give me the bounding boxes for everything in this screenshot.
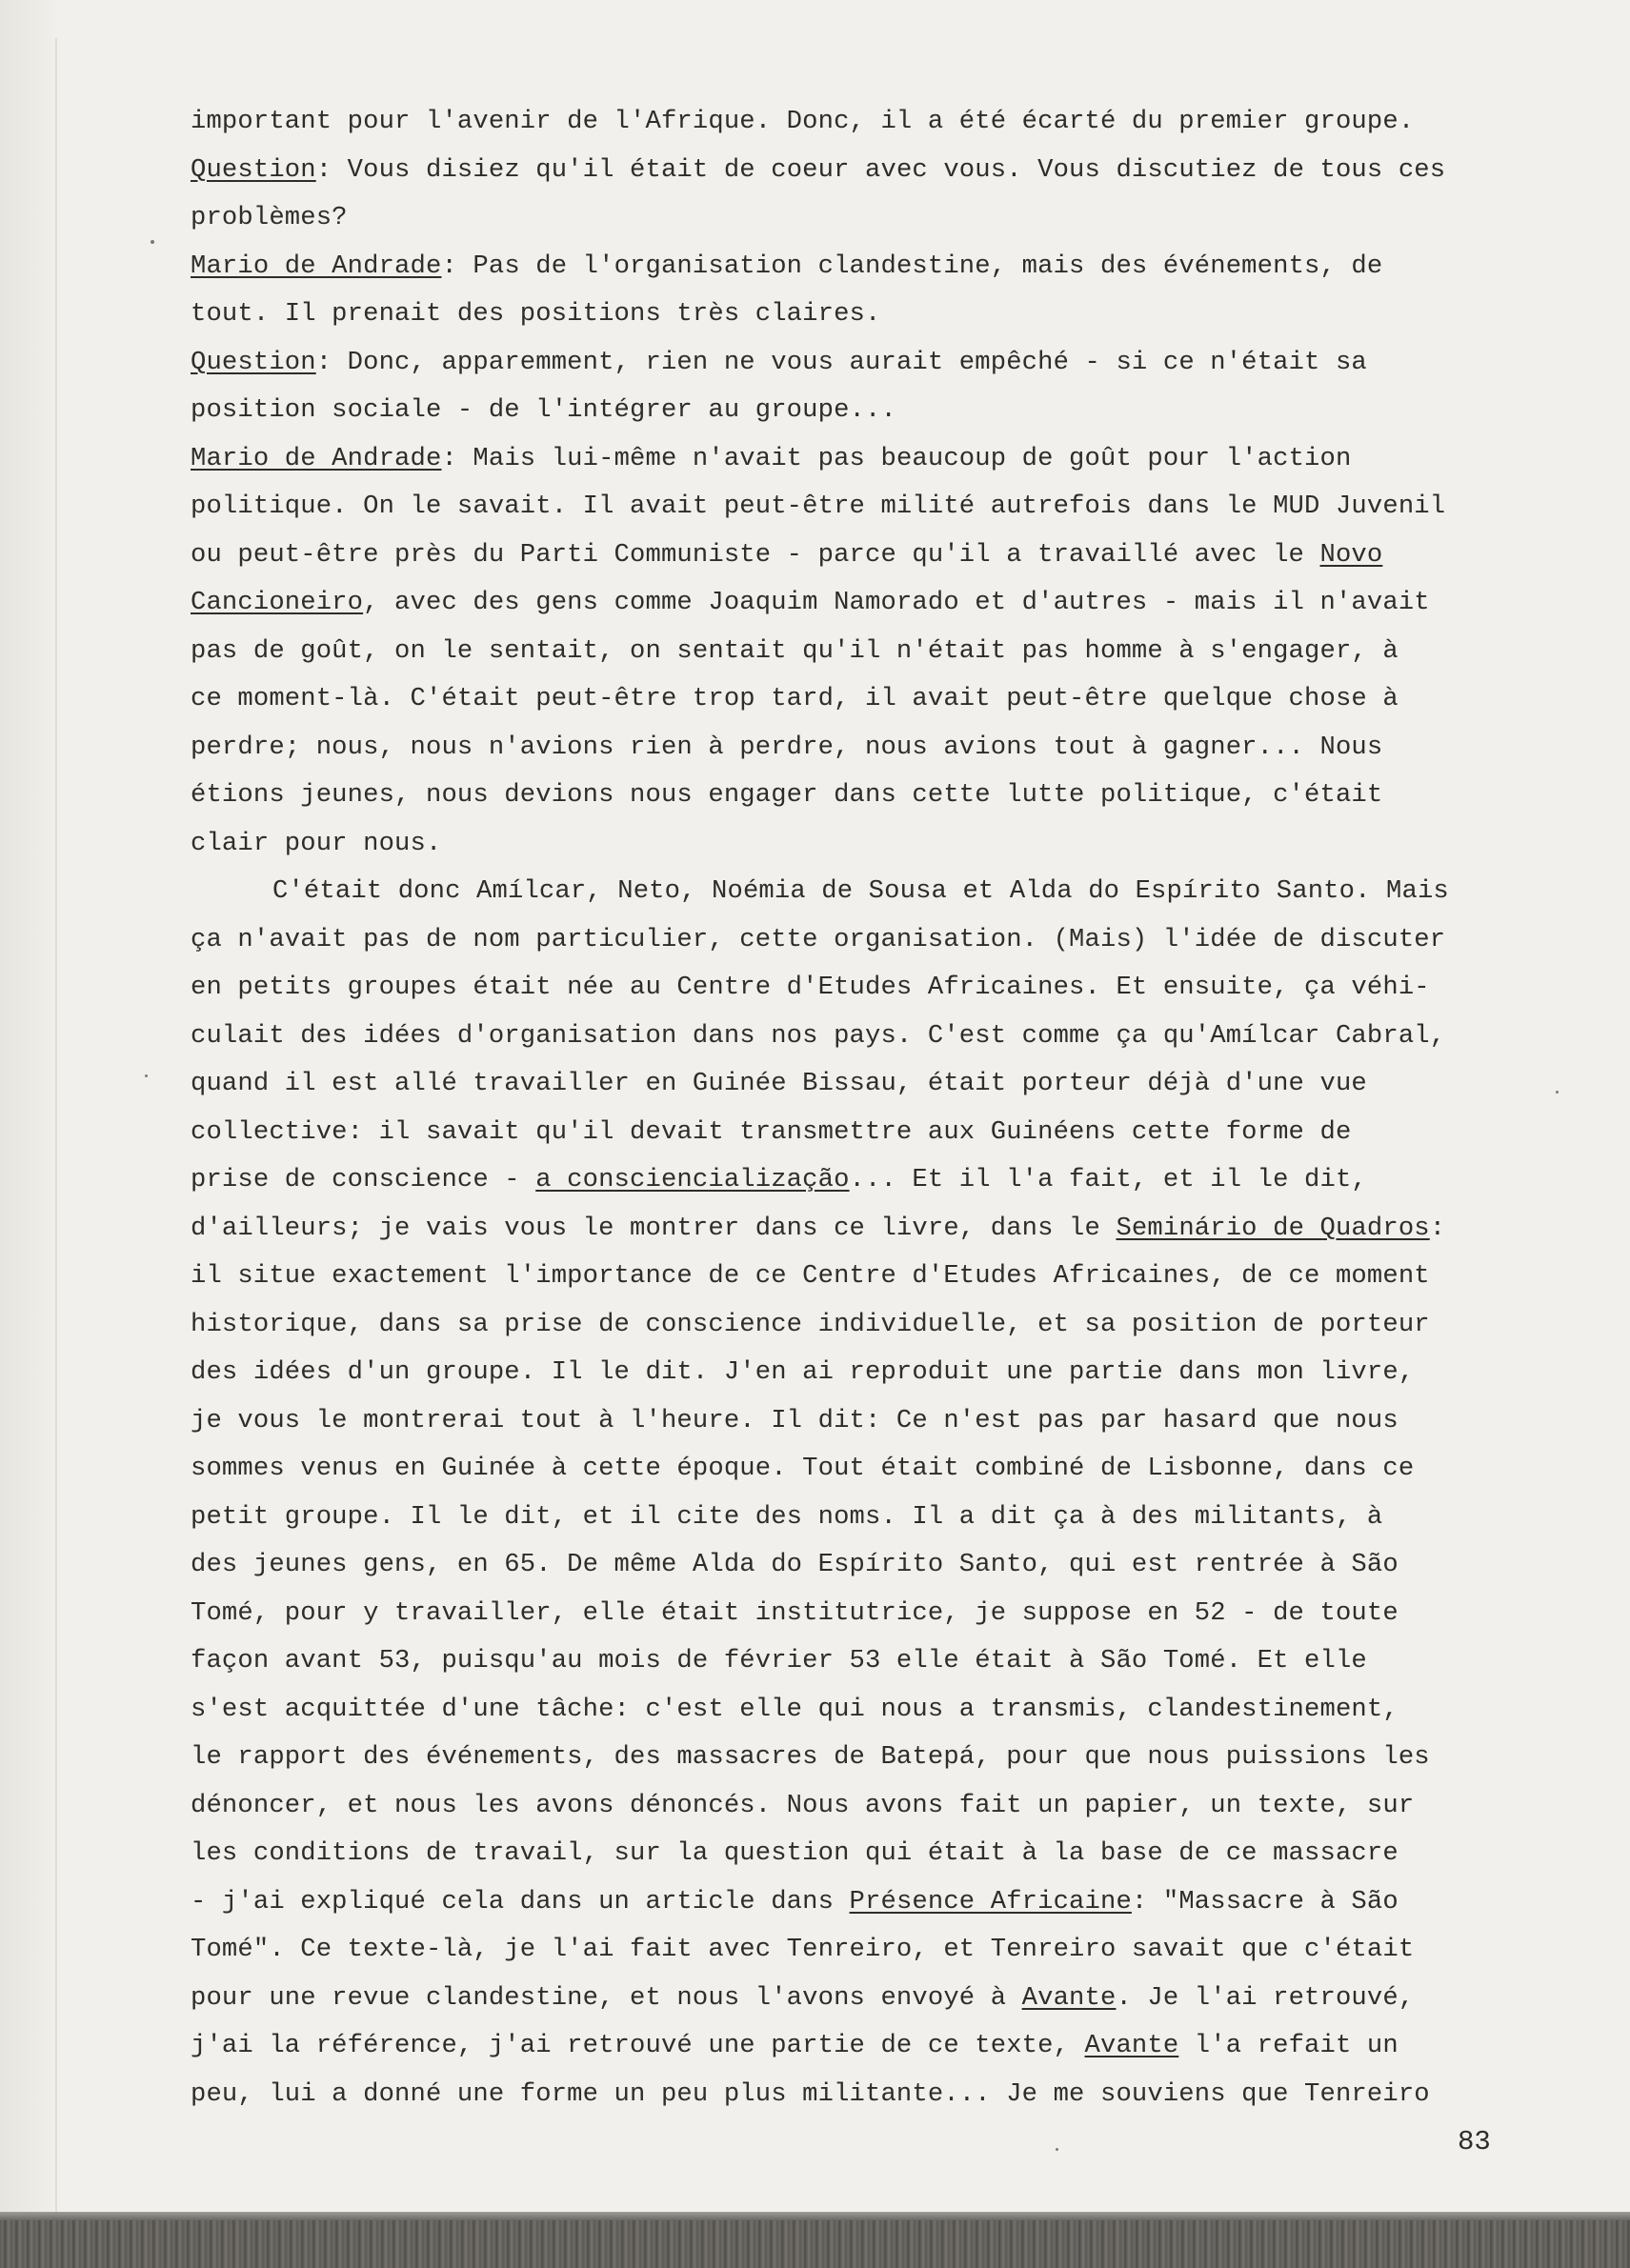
text-segment: historique, dans sa prise de conscience individuelle, et sa position de porteur xyxy=(191,1309,1430,1339)
text-line xyxy=(191,1637,1543,1686)
text-segment: ce moment-là. C'était peut-être trop tard, il avait peut-être quelque chose à xyxy=(191,684,1399,713)
text-line xyxy=(191,724,1543,773)
text-segment: : Pas de l'organisation clandestine, mais des événements, de xyxy=(441,251,1383,281)
text-segment: sommes venus en Guinée à cette époque. Tout était combiné de Lisbonne, dans ce xyxy=(191,1454,1415,1483)
text-line xyxy=(191,147,1543,195)
paper-speck xyxy=(1056,2148,1058,2151)
text-segment: prise de conscience - xyxy=(191,1165,536,1194)
text-segment: pour une revue clandestine, et nous l'avons envoyé à xyxy=(191,1982,1022,2013)
typewritten-text-block xyxy=(191,98,1543,2118)
text-segment: le rapport des événements, des massacres de Batepá, pour que nous puissions les xyxy=(191,1742,1430,1772)
text-segment: : Vous disiez qu'il était de coeur avec vous. Vous discutiez de tous ces xyxy=(315,154,1446,185)
text-segment: C'était donc Amílcar, Neto, Noémia de Sousa et Alda do Espírito Santo. Mais xyxy=(272,876,1449,906)
text-line xyxy=(191,532,1543,580)
text-line xyxy=(191,2022,1543,2071)
text-segment: Tomé, pour y travailler, elle était institutrice, je suppose en 52 - de toute xyxy=(191,1597,1399,1628)
paper-speck xyxy=(1556,1091,1559,1094)
text-segment: d'ailleurs; je vais vous le montrer dans ce livre, dans le xyxy=(191,1213,1117,1243)
underlined-text: Question xyxy=(191,154,316,185)
text-segment: politique. On le savait. Il avait peut-être milité autrefois dans le MUD Juvenil xyxy=(191,492,1446,521)
paper-speck xyxy=(151,240,154,244)
text-segment: position sociale - de l'intégrer au groupe... xyxy=(191,395,896,425)
text-line xyxy=(191,1686,1543,1735)
text-segment: ça n'avait pas de nom particulier, cette organisation. (Mais) l'idée de discuter xyxy=(191,924,1446,954)
text-segment: les conditions de travail, sur la question qui était à la base de ce massacre xyxy=(191,1838,1399,1868)
underlined-text: Avante xyxy=(1021,1982,1117,2013)
text-segment: , avec des gens comme Joaquim Namorado et d'autres - mais il n'avait xyxy=(363,588,1430,617)
scan-bottom-border xyxy=(0,2212,1630,2268)
text-segment: dénoncer, et nous les avons dénoncés. Nous avons fait un papier, un texte, sur xyxy=(191,1790,1415,1820)
text-line xyxy=(191,483,1543,532)
text-line xyxy=(191,1253,1543,1301)
text-segment: culait des idées d'organisation dans nos pays. C'est comme ça qu'Amílcar Cabral, xyxy=(191,1020,1446,1051)
text-segment: s'est acquittée d'une tâche: c'est elle qui nous a transmis, clandestinement, xyxy=(191,1694,1399,1724)
text-line xyxy=(191,1541,1543,1590)
text-line xyxy=(191,1349,1543,1397)
text-line xyxy=(191,820,1543,869)
text-segment: problèmes? xyxy=(191,203,348,232)
text-segment: collective: il savait qu'il devait transmettre aux Guinéens cette forme de xyxy=(191,1116,1352,1147)
text-line xyxy=(191,1590,1543,1638)
underlined-text: Présence Africaine xyxy=(849,1886,1132,1917)
text-line xyxy=(191,243,1543,291)
text-segment: des idées d'un groupe. Il le dit. J'en ai reproduit une partie dans mon livre, xyxy=(191,1357,1415,1387)
text-segment: clair pour nous. xyxy=(191,828,442,858)
text-line xyxy=(191,1782,1543,1831)
text-line xyxy=(191,772,1543,820)
text-line xyxy=(191,628,1543,676)
text-line xyxy=(191,1109,1543,1157)
text-line xyxy=(191,194,1543,243)
underlined-text: Mario de Andrade xyxy=(191,443,442,473)
text-line xyxy=(191,579,1543,628)
text-segment: pas de goût, on le sentait, on sentait qu'il n'était pas homme à s'engager, à xyxy=(191,635,1399,666)
text-segment: l'a refait un xyxy=(1178,2031,1399,2060)
text-line xyxy=(191,98,1543,147)
text-segment: : Donc, apparemment, rien ne vous aurait empêché - si ce n'était sa xyxy=(315,347,1367,377)
text-segment: : "Massacre à São xyxy=(1131,1886,1399,1917)
page-left-edge xyxy=(0,0,59,2268)
text-segment: important pour l'avenir de l'Afrique. Donc, il a été écarté du premier groupe. xyxy=(191,107,1415,136)
text-segment: j'ai la référence, j'ai retrouvé une partie de ce texte, xyxy=(191,2031,1085,2060)
text-segment: : xyxy=(1429,1213,1446,1243)
text-line xyxy=(191,916,1543,965)
paper-speck xyxy=(145,1074,148,1077)
text-line xyxy=(191,1156,1543,1205)
text-line xyxy=(191,1301,1543,1350)
text-line xyxy=(191,435,1543,484)
text-segment: perdre; nous, nous n'avions rien à perdre, nous avions tout à gagner... Nous xyxy=(191,732,1383,762)
text-line xyxy=(191,1445,1543,1494)
text-line xyxy=(191,387,1543,435)
text-segment: petit groupe. Il le dit, et il cite des noms. Il a dit ça à des militants, à xyxy=(191,1501,1383,1532)
text-segment: tout. Il prenait des positions très claires. xyxy=(191,299,881,329)
underlined-text: Seminário de Quadros xyxy=(1116,1213,1430,1243)
text-segment: façon avant 53, puisqu'au mois de février 53 elle était à São Tomé. Et elle xyxy=(191,1646,1367,1676)
text-segment: Tomé". Ce texte-là, je l'ai fait avec Tenreiro, et Tenreiro savait que c'était xyxy=(191,1935,1415,1964)
text-line xyxy=(191,1926,1543,1975)
text-line xyxy=(191,1975,1543,2023)
page-number: 83 xyxy=(1458,2126,1491,2158)
underlined-text: Question xyxy=(191,347,316,377)
text-line xyxy=(191,1397,1543,1446)
underlined-text: Novo xyxy=(1319,539,1383,570)
text-segment: en petits groupes était née au Centre d'Etudes Africaines. Et ensuite, ça véhi- xyxy=(191,973,1430,1002)
text-line xyxy=(191,1013,1543,1061)
text-line xyxy=(191,2071,1543,2119)
underlined-text: Mario de Andrade xyxy=(191,251,442,281)
text-segment: étions jeunes, nous devions nous engager dans cette lutte politique, c'était xyxy=(191,780,1383,810)
underlined-text: Avante xyxy=(1084,2031,1179,2060)
text-line xyxy=(191,291,1543,339)
text-line xyxy=(191,1830,1543,1878)
text-line xyxy=(191,1734,1543,1782)
text-segment: il situe exactement l'importance de ce Centre d'Etudes Africaines, de ce moment xyxy=(191,1261,1430,1291)
text-line xyxy=(191,339,1543,388)
text-line xyxy=(191,1060,1543,1109)
underlined-text: Cancioneiro xyxy=(191,588,364,617)
text-segment: des jeunes gens, en 65. De même Alda do Espírito Santo, qui est rentrée à São xyxy=(191,1550,1399,1579)
text-segment: peu, lui a donné une forme un peu plus militante... Je me souviens que Tenreiro xyxy=(191,2078,1430,2109)
text-line xyxy=(191,675,1543,724)
text-line xyxy=(191,1878,1543,1927)
text-segment: ... Et il l'a fait, et il le dit, xyxy=(849,1165,1367,1194)
text-segment: - j'ai expliqué cela dans un article dans xyxy=(191,1886,850,1917)
text-line xyxy=(191,964,1543,1013)
text-segment: . Je l'ai retrouvé, xyxy=(1116,1982,1415,2013)
text-line xyxy=(191,1205,1543,1254)
text-segment: : Mais lui-même n'avait pas beaucoup de goût pour l'action xyxy=(441,443,1352,473)
text-line xyxy=(191,1494,1543,1542)
text-segment: ou peut-être près du Parti Communiste - parce qu'il a travaillé avec le xyxy=(191,539,1320,570)
underlined-text: a consciencialização xyxy=(535,1165,850,1194)
text-segment: je vous le montrerai tout à l'heure. Il dit: Ce n'est pas par hasard que nous xyxy=(191,1405,1399,1435)
text-segment: quand il est allé travailler en Guinée Bissau, était porteur déjà d'une vue xyxy=(191,1069,1367,1098)
text-line xyxy=(191,868,1543,916)
